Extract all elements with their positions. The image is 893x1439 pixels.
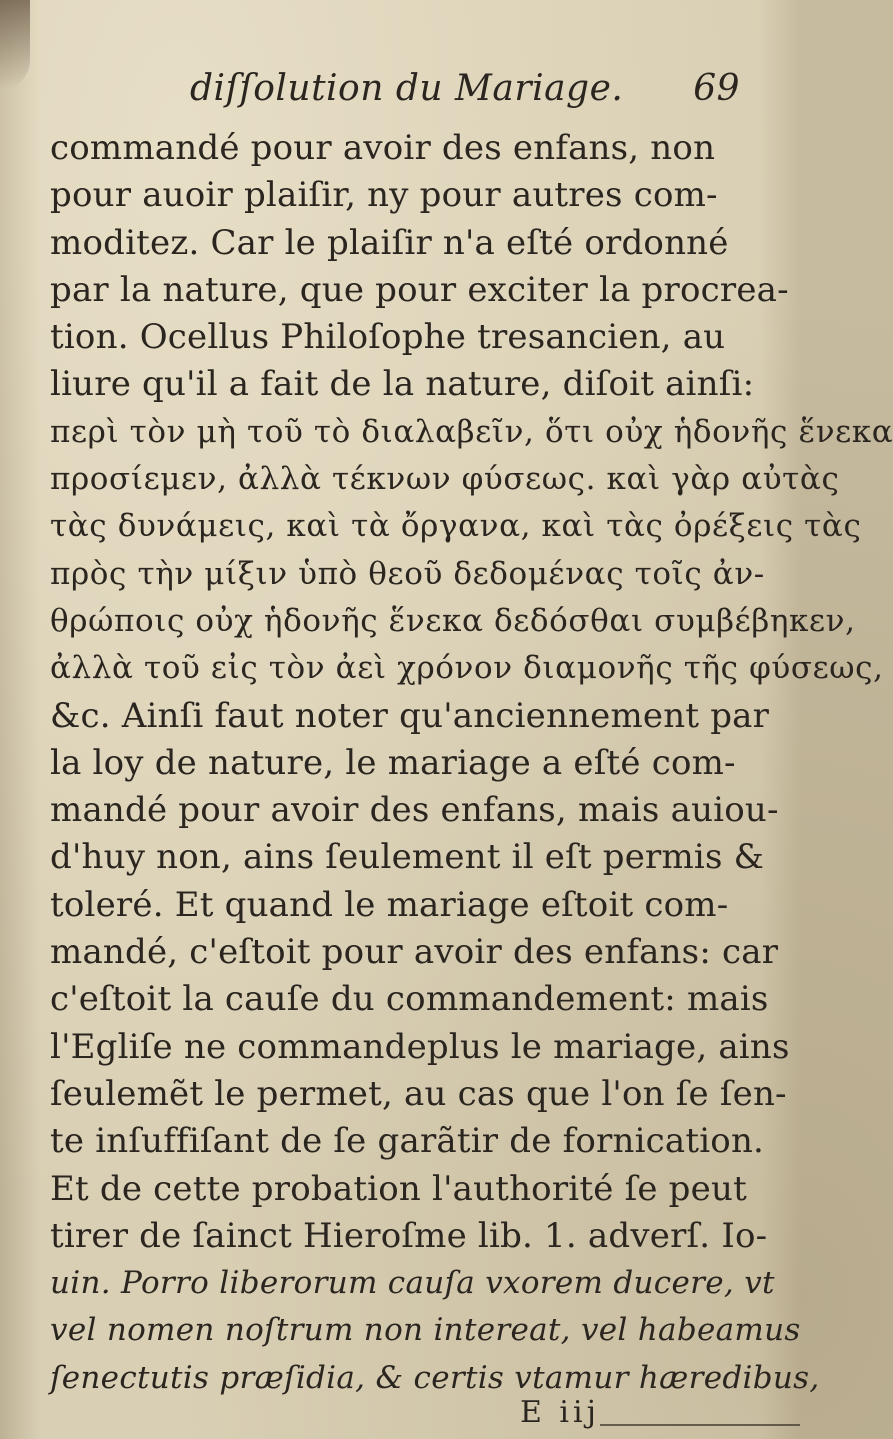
text-line: toleré. Et quand le mariage eſtoit com- xyxy=(50,884,729,925)
text-line: liure qu'il a fait de la nature, diſoit ainſi: xyxy=(50,364,755,405)
text-line: mandé, c'eſtoit pour avoir des enfans: car xyxy=(50,932,779,973)
text-line: Et de cette probation l'authorité ſe peut xyxy=(50,1168,747,1209)
text-line: l'Egliſe ne commandeplus le mariage, ains xyxy=(50,1026,790,1067)
text-line: par la nature, que pour exciter la procrea- xyxy=(50,269,789,310)
text-line: c'eſtoit la cauſe du commandement: mais xyxy=(50,979,769,1020)
greek-quote-line: ἀλλὰ τοῦ εἰς τὸν ἀεὶ χρόνον διαμονῆς τῆς φύσεως, xyxy=(50,650,884,687)
page-number: 69 xyxy=(693,68,740,109)
text-line: d'huy non, ains ſeulement il eſt permis & xyxy=(50,837,765,878)
text-line: ſeulemẽt le permet, au cas que l'on ſe ſen- xyxy=(50,1073,787,1114)
body-text xyxy=(50,125,893,1402)
bottom-rule xyxy=(600,1424,800,1426)
greek-quote-line: τὰς δυνάμεις, καὶ τὰ ὄργανα, καὶ τὰς ὀρέξεις τὰς xyxy=(50,508,862,545)
text-line: mandé pour avoir des enfans, mais auiou- xyxy=(50,790,779,831)
text-line: &c. Ainſi faut noter qu'anciennement par xyxy=(50,695,770,736)
greek-quote-line: θρώποις οὐχ ἡδονῆς ἕνεκα δεδόσθαι συμβέβηκεν, xyxy=(50,602,856,639)
text-line: pour auoir plaiſir, ny pour autres com- xyxy=(50,175,718,216)
text-line: commandé pour avoir des enfans, non xyxy=(50,128,716,168)
text-line: moditez. Car le plaiſir n'a eſté ordonné xyxy=(50,222,729,263)
page-stain xyxy=(0,0,30,90)
text-line: la loy de nature, le mariage a eſté com- xyxy=(50,742,736,783)
latin-quote-line: ſenectutis præſidia, & certis vtamur hæredibus, xyxy=(50,1359,820,1396)
latin-quote-line: uin. Porro liberorum cauſa vxorem ducere, vt xyxy=(50,1265,775,1302)
text-line: tion. Ocellus Philoſophe tresancien, au xyxy=(50,317,726,358)
greek-quote-line: προσίεμεν, ἀλλὰ τέκνων φύσεως. καὶ γὰρ αὐτὰς xyxy=(50,461,840,498)
latin-quote-line: vel nomen noſtrum non intereat, vel habeamus xyxy=(50,1312,801,1349)
running-head xyxy=(190,68,760,118)
signature-mark: E iij xyxy=(520,1395,600,1430)
text-line: tirer de ſainct Hieroſme lib. 1. adverſ. Io- xyxy=(50,1215,768,1256)
greek-quote-line: περὶ τὸν μὴ τοῦ τὸ διαλαβεῖν, ὅτι οὐχ ἡδονῆς ἕνεκα xyxy=(50,413,893,450)
running-title: diſſolution du Mariage. xyxy=(190,68,624,109)
text-line: te inſuffiſant de ſe garãtir de fornication. xyxy=(50,1121,765,1162)
greek-quote-line: πρὸς τὴν μίξιν ὑπὸ θεοῦ δεδομένας τοῖς ἀν- xyxy=(50,555,765,592)
